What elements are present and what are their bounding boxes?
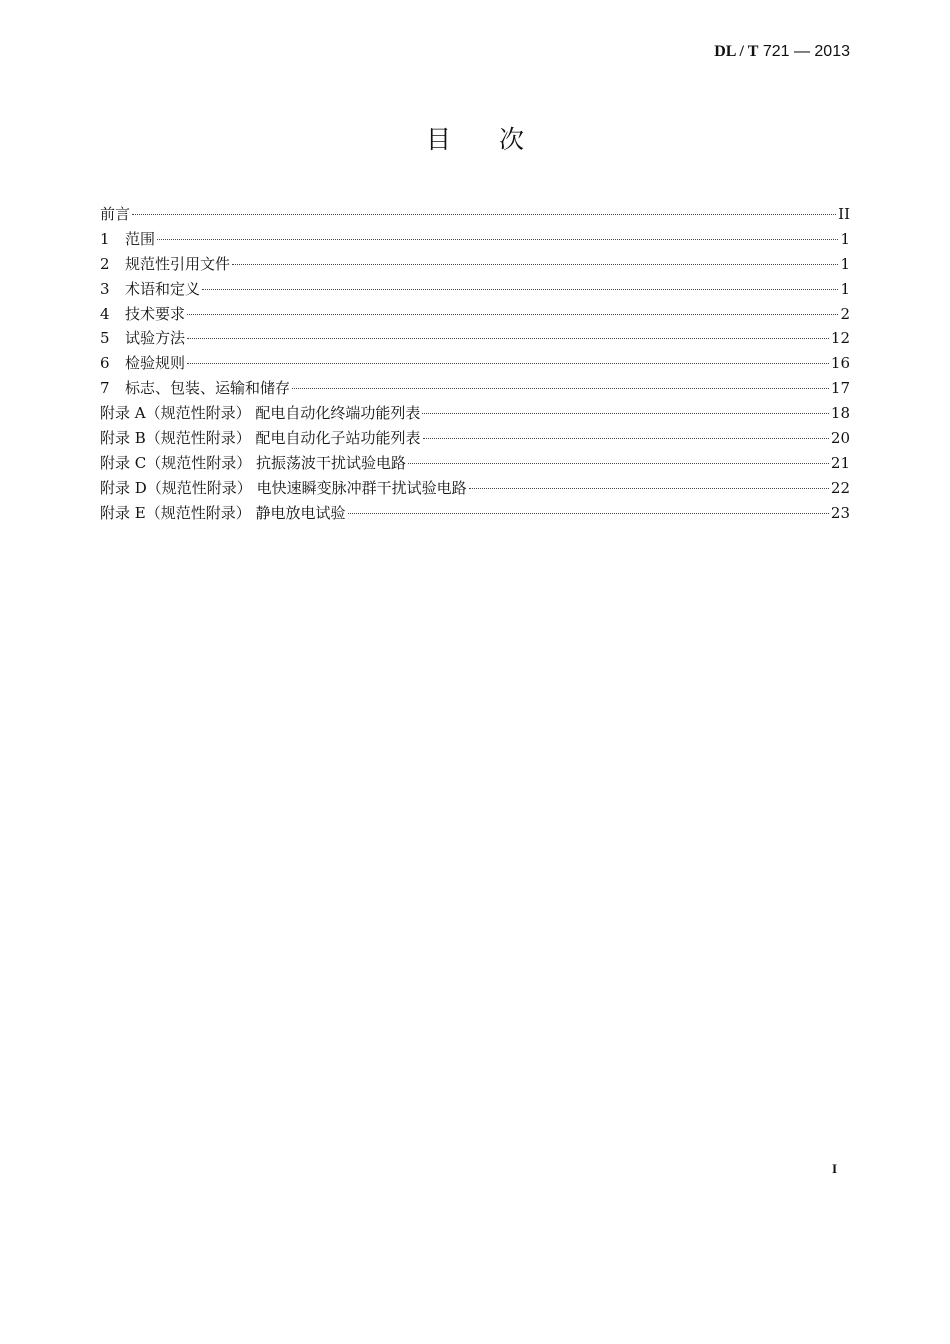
toc-entry-title: 检验规则 bbox=[125, 354, 186, 373]
toc-dot-leader bbox=[132, 214, 836, 215]
toc-entry-page: 18 bbox=[830, 404, 850, 423]
toc-dot-leader bbox=[187, 338, 829, 339]
toc-entry-appendix-b[interactable] bbox=[100, 426, 850, 451]
toc-entry-title: 标志、包装、运输和储存 bbox=[125, 379, 291, 398]
toc-entry-appendix-d[interactable] bbox=[100, 476, 850, 501]
toc-entry-page: 16 bbox=[830, 354, 850, 373]
toc-entry-number: 2 bbox=[100, 254, 110, 273]
toc-entry-title: 技术要求 bbox=[125, 304, 186, 323]
toc-entry-5[interactable] bbox=[100, 326, 850, 351]
toc-entry-7[interactable] bbox=[100, 376, 850, 401]
toc-entry-title: 附录 B（规范性附录） 配电自动化子站功能列表 bbox=[100, 429, 421, 448]
standard-code-prefix: DL / T bbox=[714, 43, 759, 60]
toc-entry-title: 术语和定义 bbox=[125, 279, 201, 298]
toc-entry-4[interactable] bbox=[100, 302, 850, 327]
toc-entry-page: 1 bbox=[840, 279, 850, 298]
toc-entry-number: 5 bbox=[100, 329, 110, 348]
toc-dot-leader bbox=[348, 513, 829, 514]
toc-entry-page: 20 bbox=[830, 429, 850, 448]
standard-code bbox=[714, 43, 850, 61]
page-number: I bbox=[831, 1161, 837, 1176]
toc-entry-appendix-c[interactable] bbox=[100, 451, 850, 476]
toc-entry-page: 21 bbox=[830, 453, 850, 472]
toc-entry-page: 22 bbox=[830, 478, 850, 497]
toc-entry-number: 3 bbox=[100, 279, 110, 298]
toc-entry-title: 附录 C（规范性附录） 抗振荡波干扰试验电路 bbox=[100, 453, 407, 472]
toc-dot-leader bbox=[187, 363, 829, 364]
toc-entry-number: 4 bbox=[100, 304, 110, 323]
toc-entry-title: 附录 A（规范性附录） 配电自动化终端功能列表 bbox=[100, 404, 421, 423]
toc-dot-leader bbox=[469, 488, 829, 489]
toc-entry-page: 23 bbox=[830, 503, 850, 522]
toc-entry-page: 1 bbox=[840, 254, 850, 273]
toc-entry-page: 2 bbox=[840, 304, 850, 323]
table-of-contents bbox=[100, 202, 850, 526]
toc-entry-3[interactable] bbox=[100, 277, 850, 302]
toc-entry-foreword[interactable] bbox=[100, 202, 850, 227]
toc-entry-appendix-a[interactable] bbox=[100, 401, 850, 426]
standard-code-number: 721 — 2013 bbox=[758, 43, 850, 60]
toc-entry-6[interactable] bbox=[100, 351, 850, 376]
toc-entry-title: 范围 bbox=[125, 229, 156, 248]
toc-entry-page: II bbox=[838, 205, 850, 223]
toc-dot-leader bbox=[202, 289, 838, 290]
toc-entry-number: 6 bbox=[100, 354, 110, 373]
toc-dot-leader bbox=[187, 314, 838, 315]
toc-entry-number: 1 bbox=[100, 229, 110, 248]
toc-dot-leader bbox=[232, 264, 838, 265]
toc-entry-title: 试验方法 bbox=[125, 329, 186, 348]
toc-entry-2[interactable] bbox=[100, 252, 850, 277]
toc-entry-title: 规范性引用文件 bbox=[125, 254, 231, 273]
toc-entry-1[interactable] bbox=[100, 227, 850, 252]
toc-entry-page: 1 bbox=[840, 229, 850, 248]
toc-dot-leader bbox=[157, 239, 838, 240]
toc-entry-appendix-e[interactable] bbox=[100, 501, 850, 526]
toc-entry-page: 17 bbox=[830, 379, 850, 398]
toc-entry-number: 7 bbox=[100, 379, 110, 398]
toc-entry-title: 附录 D（规范性附录） 电快速瞬变脉冲群干扰试验电路 bbox=[100, 478, 467, 497]
toc-dot-leader bbox=[408, 463, 829, 464]
page-title: 目次 bbox=[425, 125, 572, 154]
toc-dot-leader bbox=[422, 413, 829, 414]
toc-entry-page: 12 bbox=[830, 329, 850, 348]
toc-dot-leader bbox=[423, 438, 829, 439]
toc-entry-title: 附录 E（规范性附录） 静电放电试验 bbox=[100, 503, 346, 522]
toc-entry-title: 前言 bbox=[100, 205, 131, 223]
toc-dot-leader bbox=[292, 388, 829, 389]
